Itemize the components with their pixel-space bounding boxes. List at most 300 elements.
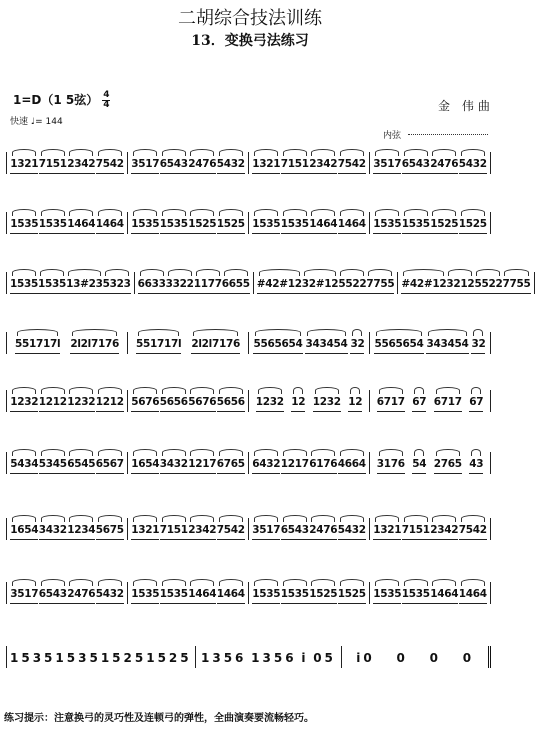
slur-mark [41,515,65,522]
measure [254,272,399,294]
note-group: 13#23 [66,278,103,294]
slur-mark [311,209,335,216]
measure [7,390,128,412]
slur-mark [436,449,460,456]
slur-mark [461,579,485,586]
note-group: 1535 [131,588,159,604]
note-group: 1535 [252,218,280,234]
note-group: 2476 [67,588,95,604]
composer: 金 伟曲 [438,99,494,113]
slur-mark [133,449,157,456]
note-group: 5676 [131,396,159,412]
slur-mark [504,269,528,276]
slur-mark [12,387,36,394]
note-group: 5656 [160,396,188,412]
note-group: 54 [412,458,426,474]
slur-mark [428,329,466,336]
measure [398,272,534,294]
note-group: 1464 [188,588,216,604]
note-group: 5675 [96,524,124,540]
slur-mark [340,209,364,216]
slur-mark [41,149,65,156]
note-group: 1535 [39,218,67,234]
note-group: 1525 [338,588,366,604]
measure [128,212,249,234]
note-group: 0 [429,651,441,665]
staff-row [6,518,491,540]
slur-mark [404,209,428,216]
slur-mark [41,387,65,394]
note-group: 1535 [160,218,188,234]
note-group: 343454 [426,338,468,354]
note-group: 5345 [39,458,67,474]
note-group: 5522 [474,278,502,294]
note-group: 1321 [252,158,280,174]
note-group: 3212 [446,278,474,294]
slur-mark [69,515,93,522]
note-group: 1321 [10,158,38,174]
measure [249,152,370,174]
note-group: 7542 [217,524,245,540]
slur-mark [133,209,157,216]
note-group: 1464 [309,218,337,234]
slur-mark [12,149,36,156]
note-group: 1525 [309,588,337,604]
slur-mark [17,329,58,336]
slur-mark [219,515,243,522]
slur-mark [375,149,399,156]
note-group: 7151 [39,158,67,174]
note-group: 6432 [252,458,280,474]
slur-mark [41,209,65,216]
note-group: 1535 [281,588,309,604]
note-group: 551717l [15,338,60,354]
slur-mark [414,449,424,456]
staff-row [6,272,531,294]
measure [370,332,491,354]
slur-mark [315,387,339,394]
measure [370,582,491,604]
slur-mark [190,579,214,586]
slur-mark [473,329,483,336]
note-group: 32#12 [302,278,339,294]
note-group: 5565654 [374,338,423,354]
slur-mark [40,269,64,276]
exercise-title: 13．变换弓法练习 [191,33,309,49]
note-group: #42#12 [257,278,302,294]
note-group: 1232 [256,396,284,412]
time-signature: $\frac{4}{4}$ [103,90,110,110]
slur-mark [69,209,93,216]
measure [370,152,491,174]
note-group: 2l2l7176 [191,338,240,354]
slur-mark [190,387,214,394]
note-group: 1234 [67,524,95,540]
key-signature [13,91,110,110]
slur-mark [69,449,93,456]
slur-mark [307,329,345,336]
note-group: 1177 [194,278,222,294]
slur-mark [219,209,243,216]
slur-mark [98,449,122,456]
note-group: 5323 [103,278,131,294]
slur-mark [162,209,186,216]
slur-mark [461,209,485,216]
slur-mark [98,515,122,522]
note-group: 6545 [67,458,95,474]
note-group: 1654 [131,458,159,474]
note-group: 5432 [338,524,366,540]
slur-mark [379,449,403,456]
note-group: 2476 [309,524,337,540]
slur-mark [219,387,243,394]
measure [370,390,491,412]
note-group: 1535 [10,278,38,294]
measure [7,518,128,540]
note-group: 4664 [338,458,366,474]
slur-mark [68,269,101,276]
slur-mark [350,387,360,394]
note-group: 5432 [459,158,487,174]
note-group: 1535 [402,218,430,234]
slur-mark [140,269,164,276]
slur-mark [133,387,157,394]
measure [249,332,370,354]
slur-mark [476,269,500,276]
slur-mark [436,387,460,394]
staff-row [6,152,491,174]
slur-mark [448,269,472,276]
note-group: 3517 [10,588,38,604]
note-group: 6717 [377,396,405,412]
slur-mark [340,269,364,276]
slur-mark [41,449,65,456]
slur-mark [311,579,335,586]
note-group: 67 [469,396,483,412]
slur-mark [404,579,428,586]
note-group: 1464 [430,588,458,604]
note-group: 3517 [252,524,280,540]
measure [7,582,128,604]
slur-mark [432,515,456,522]
slur-mark [340,449,364,456]
measure [128,152,249,174]
slur-mark [414,387,424,394]
slur-mark [12,579,36,586]
note-group: 1525 [459,218,487,234]
note-group: 1535 [252,588,280,604]
note-group: 1212 [96,396,124,412]
measure [128,582,249,604]
slur-mark [352,329,362,336]
slur-mark [432,209,456,216]
slur-mark [311,149,335,156]
note-group: 1321 [373,524,401,540]
note-group: 1525 [217,218,245,234]
slur-mark [311,515,335,522]
slur-mark [12,515,36,522]
book-title: 二胡综合技法训练 [178,8,322,29]
note-group: 1217 [188,458,216,474]
measure [196,646,343,668]
note-group: 5432 [217,158,245,174]
slur-mark [471,387,481,394]
slur-mark [12,209,36,216]
note-group: 32 [471,338,485,354]
note-group: 1535 [373,218,401,234]
slur-mark [254,149,278,156]
tempo-marking: 快速 ♩= 144 [10,117,63,127]
slur-mark [340,579,364,586]
note-group: 2342 [309,158,337,174]
note-group: 6543 [160,158,188,174]
measure [249,582,370,604]
measure [342,646,491,668]
note-group: 1464 [96,218,124,234]
note-group: 2342 [430,524,458,540]
slur-mark [162,387,186,394]
slur-mark [283,209,307,216]
note-group: 6543 [281,524,309,540]
slur-mark [133,515,157,522]
slur-mark [69,387,93,394]
measure [7,212,128,234]
slur-mark [98,149,122,156]
slur-mark [293,387,303,394]
note-group: 1525 [188,218,216,234]
note-group: 3322 [166,278,194,294]
slur-mark [190,515,214,522]
slur-mark [283,149,307,156]
measure [128,452,249,474]
staff-row [6,646,491,668]
measure [7,646,196,668]
slur-mark [254,515,278,522]
note-group: 5434 [10,458,38,474]
note-group: 1525 [100,651,147,665]
slur-mark [12,269,36,276]
note-group: 3432 [160,458,188,474]
staff-row [6,332,491,354]
slur-mark [41,579,65,586]
note-group: 1232 [313,396,341,412]
slur-mark [283,579,307,586]
note-group: 2342 [188,524,216,540]
note-group: 6543 [402,158,430,174]
note-group: 3517 [131,158,159,174]
note-group: 6567 [96,458,124,474]
slur-mark [193,329,238,336]
note-group: 1232 [10,396,38,412]
note-group: 551717l [136,338,181,354]
note-group: 12 [348,396,362,412]
note-group: 6765 [217,458,245,474]
staff-row [6,212,491,234]
note-group: 32 [350,338,364,354]
slur-mark [255,329,300,336]
slur-mark [219,579,243,586]
note-group: 1535 [131,218,159,234]
slur-mark [432,149,456,156]
note-group: 1535 [160,588,188,604]
note-group: 2476 [430,158,458,174]
note-group: 7542 [338,158,366,174]
measure [7,452,128,474]
note-group: 3176 [377,458,405,474]
note-group: i0 [356,651,375,665]
note-group: 1464 [67,218,95,234]
slur-mark [190,209,214,216]
slur-mark [133,579,157,586]
note-group: 1535 [402,588,430,604]
slur-mark [254,579,278,586]
slur-mark [379,387,403,394]
note-group: 1535 [281,218,309,234]
note-group: 1232 [67,396,95,412]
slur-mark [403,269,444,276]
measure [249,518,370,540]
slur-mark [219,449,243,456]
note-group: 1321 [131,524,159,540]
measure [370,212,491,234]
slur-mark [283,515,307,522]
slur-mark [190,449,214,456]
note-group: 3517 [373,158,401,174]
note-group: 1525 [146,651,192,665]
slur-mark [69,579,93,586]
slur-mark [461,149,485,156]
note-group: 2l2l7176 [70,338,119,354]
measure [370,518,491,540]
measure [249,452,370,474]
slur-mark [162,579,186,586]
note-group: 3432 [39,524,67,540]
slur-mark [259,269,300,276]
note-group: 7151 [402,524,430,540]
staff-row [6,390,491,412]
slur-mark [258,387,282,394]
note-group: 12 [291,396,305,412]
slur-mark [254,449,278,456]
note-group: 1464 [459,588,487,604]
note-group: 5522 [338,278,366,294]
note-group: 2342 [67,158,95,174]
slur-mark [162,515,186,522]
note-group: 7542 [459,524,487,540]
note-group: 2476 [188,158,216,174]
note-group: 2765 [434,458,462,474]
note-group: 7542 [96,158,124,174]
slur-mark [404,515,428,522]
staff-row [6,452,491,474]
slur-mark [190,149,214,156]
note-group: 1535 [373,588,401,604]
note-group: 0 [396,651,408,665]
measure [128,518,249,540]
note-group: 5565654 [253,338,302,354]
measure [249,212,370,234]
note-group: 1535 [10,218,38,234]
slur-mark [133,149,157,156]
note-group: 343454 [305,338,347,354]
note-group: 0 [462,651,475,665]
slur-mark [72,329,117,336]
note-group: 1356 [251,651,297,665]
inner-string-dotted-line [408,134,488,135]
note-group: 1535 [38,278,66,294]
staff-row [6,582,491,604]
note-group: 1525 [430,218,458,234]
slur-mark [69,149,93,156]
note-group: 7755 [502,278,530,294]
slur-mark [254,209,278,216]
note-group: 7755 [366,278,394,294]
key-text: 1=D（1 5弦） [13,93,99,107]
note-group: #42#12 [401,278,446,294]
note-group: 1217 [281,458,309,474]
slur-mark [98,579,122,586]
slur-mark [98,209,122,216]
note-group: 6633 [138,278,166,294]
note-group: 1535 [55,651,101,665]
note-group: 43 [469,458,483,474]
practice-hint: 练习提示：注意换弓的灵巧性及连顿弓的弹性，全曲演奏要流畅轻巧。 [4,713,314,724]
measure [135,272,254,294]
slur-mark [304,269,337,276]
slur-mark [340,515,364,522]
note-group: 1654 [10,524,38,540]
slur-mark [375,209,399,216]
note-group: 05 [313,651,336,665]
note-group: 67 [412,396,426,412]
slur-mark [138,329,179,336]
slur-mark [340,149,364,156]
note-group: 5656 [217,396,245,412]
slur-mark [461,515,485,522]
measure [7,332,128,354]
measure [370,452,491,474]
slur-mark [168,269,192,276]
measure [128,390,249,412]
note-group: 1212 [39,396,67,412]
slur-mark [404,149,428,156]
slur-mark [105,269,129,276]
measure [128,332,249,354]
note-group: 6543 [39,588,67,604]
slur-mark [162,149,186,156]
slur-mark [162,449,186,456]
slur-mark [432,579,456,586]
inner-string-mark: 内弦 [383,131,402,141]
slur-mark [375,515,399,522]
note-group: 5432 [96,588,124,604]
note-group: 5676 [188,396,216,412]
note-group: 7151 [160,524,188,540]
slur-mark [98,387,122,394]
slur-mark [376,329,421,336]
note-group: 1356 [201,651,247,665]
slur-mark [219,149,243,156]
measure [7,272,135,294]
note-group: 1464 [217,588,245,604]
note-group: 1535 [10,651,56,665]
note-group: 6176 [309,458,337,474]
slur-mark [368,269,392,276]
note-group: 6717 [434,396,462,412]
measure [7,152,128,174]
note-group: 1464 [338,218,366,234]
slur-mark [375,579,399,586]
